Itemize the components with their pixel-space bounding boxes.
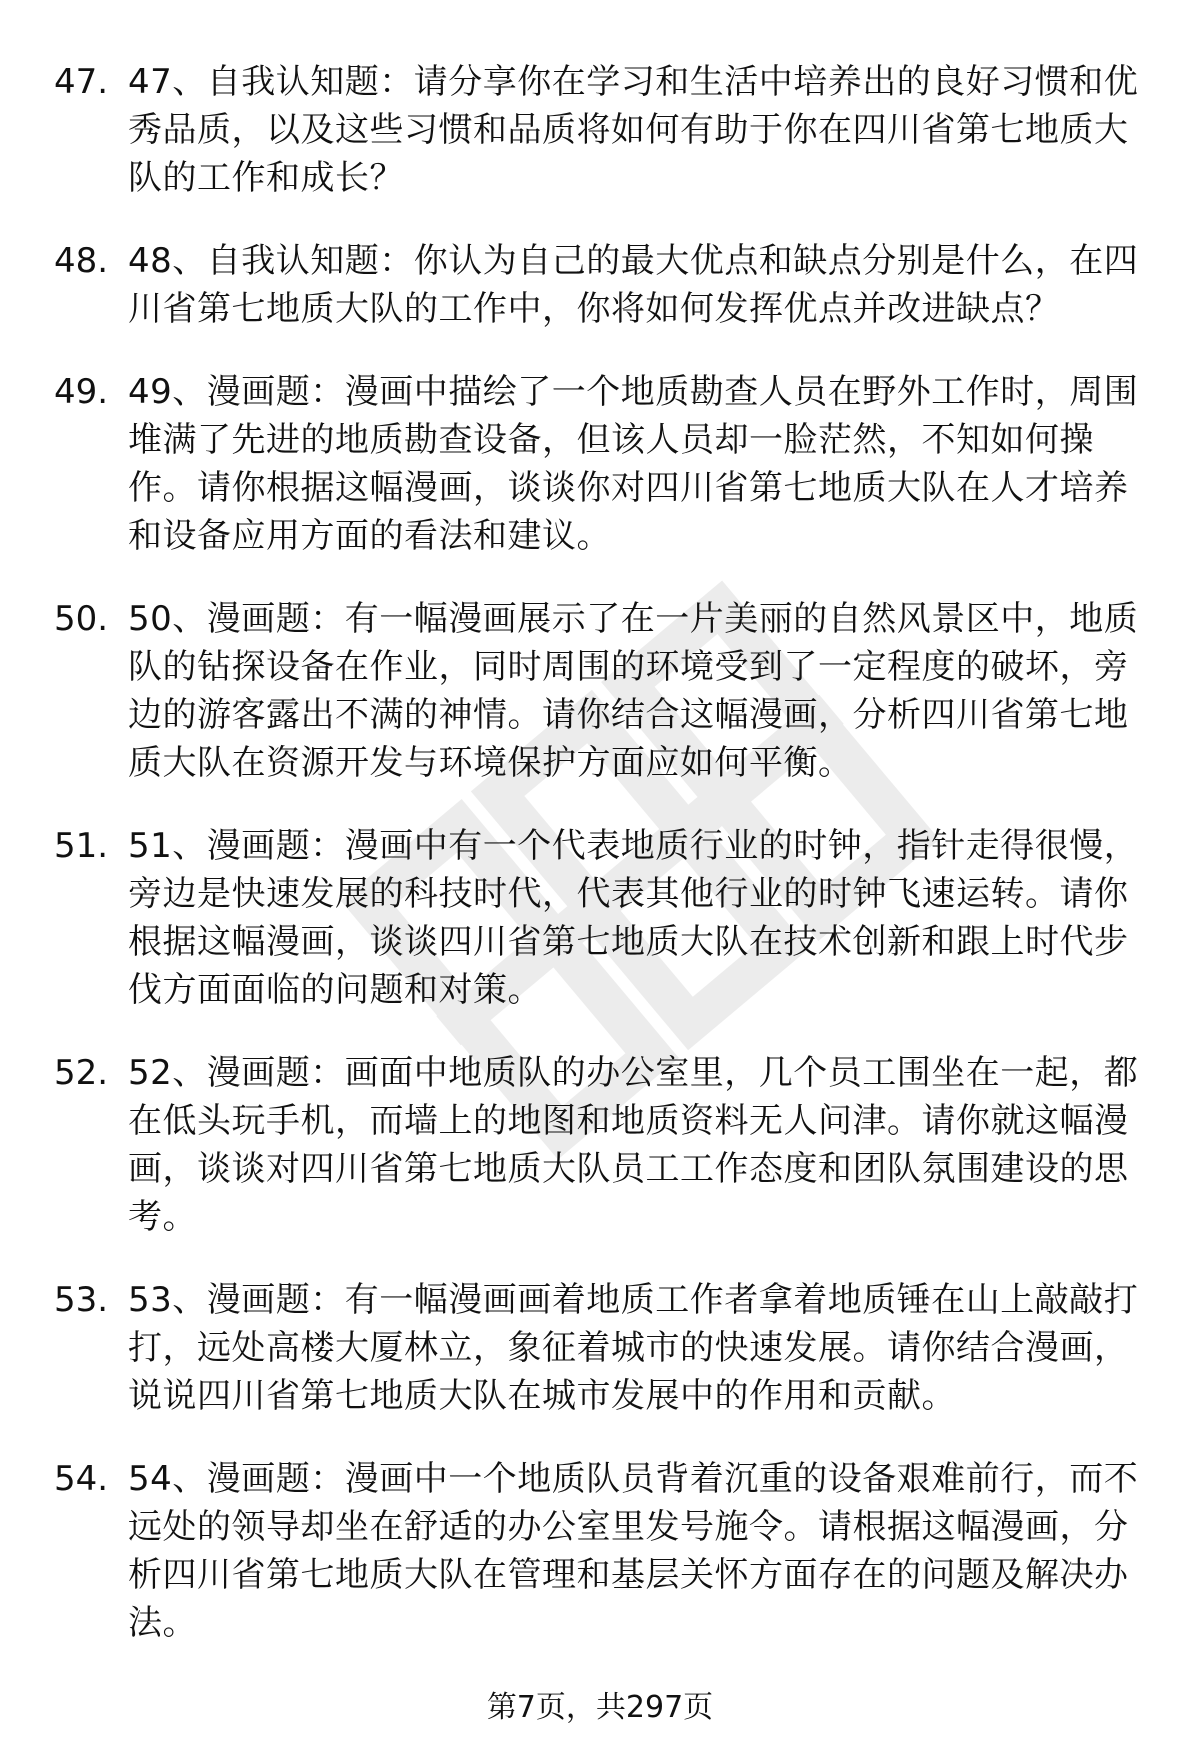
question-text: 50、漫画题：有一幅漫画展示了在一片美丽的自然风景区中，地质队的钻探设备在作业，同时周围的环境受到了一定程度的破坏，旁边的游客露出不满的神情。请你结合这幅漫画，分析四川省第七地质大队在资源开发与环境保护方面应如何平衡。 bbox=[128, 599, 1139, 783]
question-number: 51. bbox=[54, 826, 109, 866]
question-item bbox=[0, 237, 1200, 333]
question-number: 53. bbox=[54, 1280, 109, 1320]
question-item bbox=[0, 822, 1200, 1014]
question-number: 52. bbox=[54, 1053, 109, 1093]
question-number: 50. bbox=[54, 599, 109, 639]
question-number: 54. bbox=[54, 1459, 109, 1499]
question-text: 49、漫画题：漫画中描绘了一个地质勘查人员在野外工作时，周围堆满了先进的地质勘查设备，但该人员却一脸茫然，不知如何操作。请你根据这幅漫画，谈谈你对四川省第七地质大队在人才培养和设备应用方面的看法和建议。 bbox=[128, 372, 1139, 556]
question-item bbox=[0, 1276, 1200, 1420]
question-list bbox=[0, 58, 1200, 1682]
question-number: 49. bbox=[54, 372, 109, 412]
question-text: 48、自我认知题：你认为自己的最大优点和缺点分别是什么，在四川省第七地质大队的工作中，你将如何发挥优点并改进缺点？ bbox=[128, 241, 1139, 329]
question-text: 51、漫画题：漫画中有一个代表地质行业的时钟，指针走得很慢，旁边是快速发展的科技时代，代表其他行业的时钟飞速运转。请你根据这幅漫画，谈谈四川省第七地质大队在技术创新和跟上时代步伐方面面临的问题和对策。 bbox=[128, 826, 1139, 1010]
question-text: 54、漫画题：漫画中一个地质队员背着沉重的设备艰难前行，而不远处的领导却坐在舒适的办公室里发号施令。请根据这幅漫画，分析四川省第七地质大队在管理和基层关怀方面存在的问题及解决办法。 bbox=[128, 1459, 1139, 1643]
question-text: 47、自我认知题：请分享你在学习和生活中培养出的良好习惯和优秀品质，以及这些习惯和品质将如何有助于你在四川省第七地质大队的工作和成长？ bbox=[128, 62, 1139, 198]
question-item bbox=[0, 1049, 1200, 1241]
question-number: 48. bbox=[54, 241, 109, 281]
question-item bbox=[0, 595, 1200, 787]
question-text: 52、漫画题：画面中地质队的办公室里，几个员工围坐在一起，都在低头玩手机，而墙上的地图和地质资料无人问津。请你就这幅漫画，谈谈对四川省第七地质大队员工工作态度和团队氛围建设的思考。 bbox=[128, 1053, 1139, 1237]
question-number: 47. bbox=[54, 62, 109, 102]
page-footer bbox=[0, 1688, 1200, 1728]
question-item bbox=[0, 368, 1200, 560]
page-number-label: 第7页，共297页 bbox=[486, 1690, 714, 1725]
question-text: 53、漫画题：有一幅漫画画着地质工作者拿着地质锤在山上敲敲打打，远处高楼大厦林立，象征着城市的快速发展。请你结合漫画，说说四川省第七地质大队在城市发展中的作用和贡献。 bbox=[128, 1280, 1139, 1416]
question-item bbox=[0, 58, 1200, 202]
question-item bbox=[0, 1455, 1200, 1647]
